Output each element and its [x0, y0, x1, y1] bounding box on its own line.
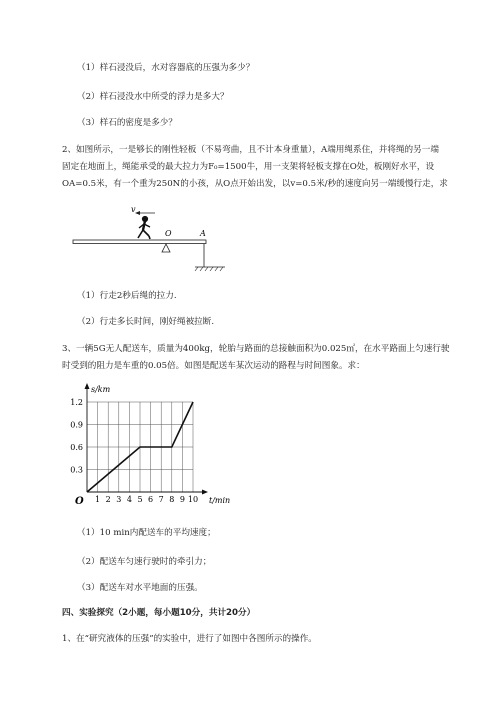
- q3-line1: 3、一辆5G无人配送车，质量为400kg，轮胎与路面的总接触面积为0.025㎡，在水平路面上匀速行驶: [62, 344, 450, 354]
- q2-sub1: （1）行走2秒后绳的拉力.: [77, 291, 177, 301]
- x-tick-label: 9: [179, 495, 185, 504]
- section-4-q1: 1、在“研究液体的压强”的实验中，进行了如图中各图所示的操作。: [62, 634, 317, 644]
- y-tick-label: 0.6: [70, 443, 83, 452]
- x-tick-label: 6: [148, 495, 154, 504]
- q3-line2: 时受到的阻力是车重的0.05倍。如图是配送车某次运动的路程与时间图象。求：: [62, 361, 365, 371]
- y-tick-label: 0.9: [70, 420, 83, 430]
- x-tick-label: 10: [187, 495, 199, 504]
- velocity-arrowhead: [135, 211, 140, 215]
- x-tick-label: 3: [116, 495, 122, 504]
- q1-sub2: （2）样石浸没水中所受的浮力是多大？: [77, 92, 229, 102]
- section-4-heading: 四、实验探究（2小题，每小题10分，共计20分）: [62, 608, 256, 618]
- q3-sub2: （2）配送车匀速行驶时的牵引力；: [77, 557, 212, 567]
- velocity-label: v: [131, 205, 136, 214]
- x-tick-label: 5: [137, 495, 143, 504]
- q2-sub2: （2）行走多长时间，刚好绳被拉断.: [77, 317, 215, 327]
- q2-line3: OA=0.5米，有一个重为250N的小孩，从O点开始出发，以v=0.5米/秒的速度向另一端缓慢行走，求: [62, 179, 448, 189]
- q2-line1: 2、如图所示，一是够长的刚性轻板（不易弯曲，且不计本身重量），A端用绳系住，并将绳的另一端: [62, 145, 439, 155]
- x-tick-label: 2: [105, 495, 111, 504]
- q3-sub1: （1）10 min内配送车的平均速度；: [77, 528, 216, 538]
- end-a-label: A: [200, 229, 206, 238]
- x-tick-label: 8: [169, 495, 175, 504]
- y-axis-label: s/km: [91, 385, 111, 394]
- origin-label: O: [75, 496, 84, 507]
- ground-hatch: [195, 267, 223, 271]
- q1-sub3: （3）样石的密度是多少？: [77, 118, 177, 128]
- pivot-o-label: O: [165, 229, 172, 238]
- x-tick-label: 4: [126, 495, 132, 504]
- child-figure: [138, 216, 150, 239]
- lever-board: [73, 240, 206, 244]
- x-tick-label: 1: [95, 495, 101, 504]
- y-tick-label: 1.2: [70, 398, 83, 407]
- fulcrum-support: [162, 244, 170, 252]
- x-tick-label: 7: [158, 495, 164, 504]
- x-axis-label: t/min: [209, 496, 231, 505]
- x-axis-arrowhead: [202, 490, 208, 495]
- lever-figure: [65, 200, 235, 275]
- q3-sub3: （3）配送车对水平地面的压强。: [77, 583, 203, 593]
- y-axis-arrowhead: [85, 383, 90, 389]
- q2-line2: 固定在地面上，绳能承受的最大拉力为F₀=1500牛，用一支架将轻板支撑在O处，板刚好水平，设: [62, 162, 435, 172]
- distance-time-chart: [65, 380, 240, 515]
- q1-sub1: （1）样石浸没后，水对容器底的压强为多少？: [77, 63, 255, 73]
- y-tick-label: 0.3: [70, 465, 83, 475]
